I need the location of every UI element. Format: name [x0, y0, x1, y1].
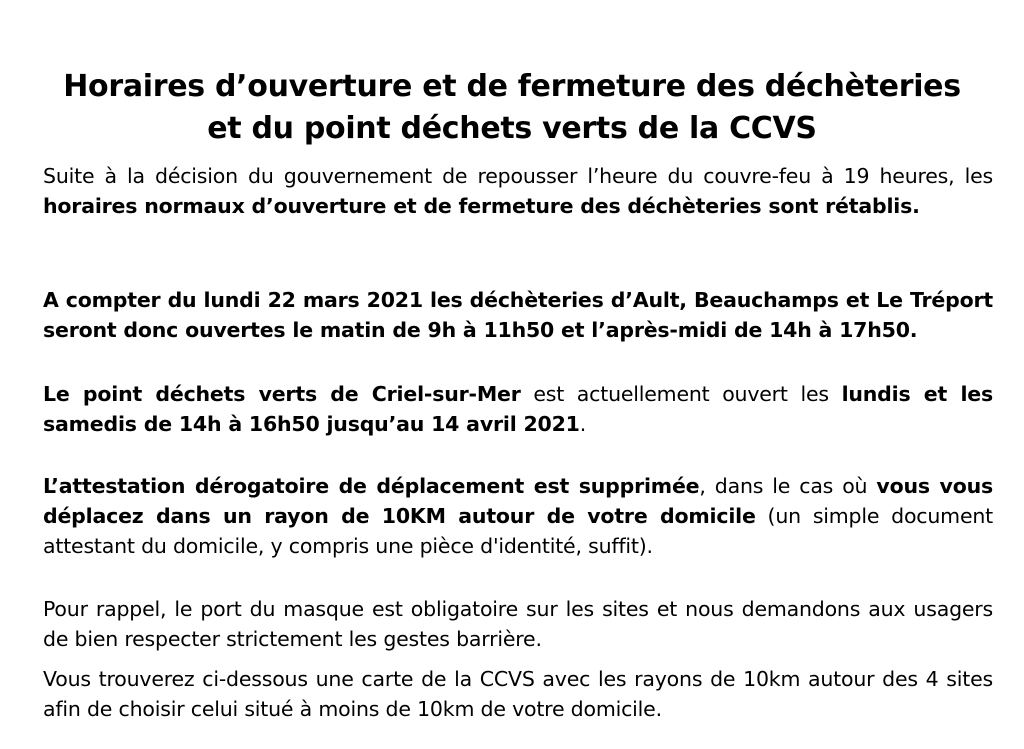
paragraph-text: Suite à la décision du gouvernement de repousser l’heure du couvre-feu à 19 heures, les	[43, 164, 993, 188]
paragraph-text: Vous trouverez ci-dessous une carte de la CCVS avec les rayons de 10km autour des 4 sites afin de choisir celui situé à moins de 10km de votre domicile.	[43, 667, 993, 721]
paragraph-curfew	[43, 161, 993, 221]
title-line-2: et du point déchets verts de la CCVS	[207, 111, 817, 147]
paragraph-text: Pour rappel, le port du masque est obligatoire sur les sites et nous demandons aux usagers de bien respecter strictement les gestes barrière.	[43, 597, 993, 651]
paragraph-text: (un simple document attestant du domicile, y compris une pièce d'identité, suffit).	[43, 504, 993, 558]
paragraph-map-info	[43, 664, 993, 724]
paragraph-bold: vous vous déplacez dans un rayon de 10KM autour de votre domicile	[43, 474, 993, 528]
paragraph-attestation	[43, 471, 993, 561]
paragraph-bold: Le point déchets verts de Criel-sur-Mer	[43, 382, 521, 406]
document-title	[30, 66, 994, 150]
paragraph-bold: L’attestation dérogatoire de déplacement est supprimée	[43, 474, 700, 498]
paragraph-text: .	[579, 412, 587, 436]
paragraph-bold: A compter du lundi 22 mars 2021 les déchèteries d’Ault, Beauchamps et Le Tréport seront donc ouvertes le matin de 9h à 11h50 et l’après-midi de 14h à 17h50.	[43, 288, 993, 342]
paragraph-green-waste	[43, 379, 993, 439]
paragraph-mask-reminder	[43, 594, 993, 654]
paragraph-text: , dans le cas où	[699, 474, 877, 498]
paragraph-bold: horaires normaux d’ouverture et de fermeture des déchèteries sont rétablis.	[43, 194, 920, 218]
paragraph-bold: lundis et les samedis de 14h à 16h50 jusqu’au 14 avril 2021	[43, 382, 993, 436]
paragraph-opening-hours	[43, 285, 993, 345]
paragraph-text: est actuellement ouvert les	[520, 382, 842, 406]
title-line-1: Horaires d’ouverture et de fermeture des déchèteries	[63, 69, 961, 105]
